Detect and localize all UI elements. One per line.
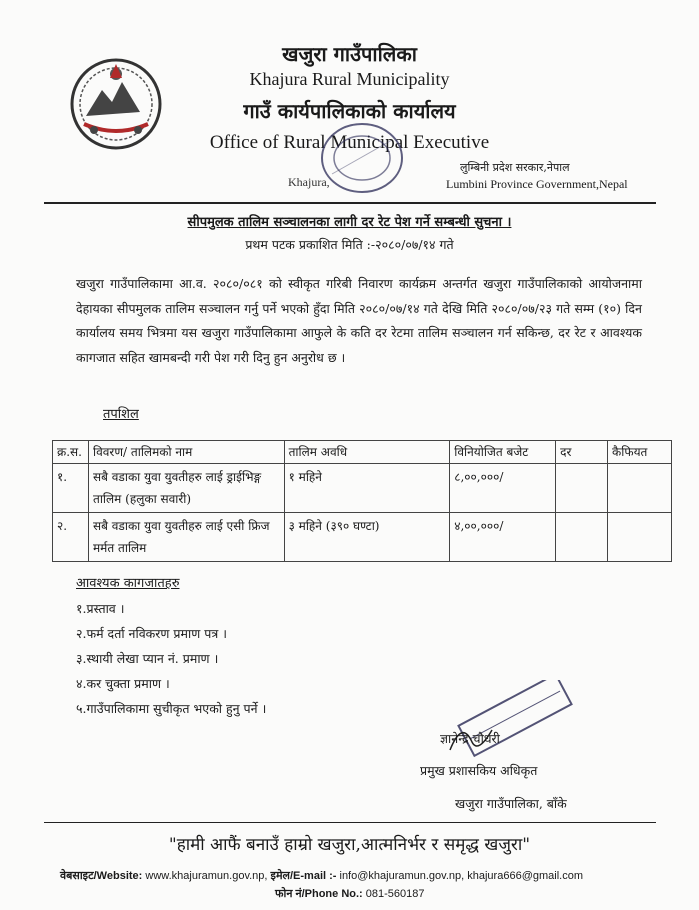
header-sn: क्र.स. [53,441,89,464]
table-header-row [53,441,672,464]
header-rate: दर [556,441,608,464]
header-budget: विनियोजित बजेट [450,441,556,464]
header-remarks: कैफियत [608,441,672,464]
header-description: विवरण/ तालिमको नाम [88,441,284,464]
table-row [53,513,672,562]
footer-divider [44,822,656,823]
province-nepali: लुम्बिनी प्रदेश सरकार,नेपाल [460,161,570,174]
list-item: ५.गाउँपालिकामा सुचीकृत भएको हुनु पर्ने । [76,701,267,716]
list-item: १.प्रस्ताव । [76,601,125,616]
header-divider [44,202,656,204]
schedule-table [52,440,672,562]
list-item: २.फर्म दर्ता नविकरण प्रमाण पत्र । [76,626,227,641]
cell-duration: ३ महिने (३९० घण्टा) [284,513,450,562]
contact-phone [275,886,425,901]
province-english: Lumbini Province Government,Nepal [446,177,628,191]
list-item: ३.स्थायी लेखा प्यान नं. प्रमाण । [76,651,219,666]
schedule-label: तपशिल [103,407,139,422]
email-link[interactable]: info@khajuramun.gov.np, khajura666@gmail.com [339,870,583,882]
office-stamp [318,118,406,198]
office-name-english: Office of Rural Municipal Executive [209,132,490,153]
cell-sn: २. [53,513,89,562]
cell-name: सबै वडाका युवा युवतीहरु लाई ड्राईभिङ्ग तालिम (हलुका सवारी) [88,464,284,513]
cell-budget: ८,००,०००/ [450,464,556,513]
list-item: ४.कर चुक्ता प्रमाण । [76,676,170,691]
documents-heading: आवश्यक कागजातहरु [76,576,180,591]
website-link[interactable]: www.khajuramun.gov.np, [145,870,268,882]
address: Khajura, [288,175,330,189]
cell-name: सबै वडाका युवा युवतीहरु लाई एसी फ्रिज मर्मत तालिम [88,513,284,562]
office-name-nepali: गाउँ कार्यपालिकाको कार्यालय [243,99,456,123]
cell-rate [556,464,608,513]
signatory-name: ज्ञानेन्द्र चौधरी [440,731,500,746]
signature-stamp [442,680,582,760]
notice-title-text: सीपमुलक तालिम सञ्चालनका लागी दर रेट पेश गर्ने सम्बन्धी सुचना । [187,215,512,230]
documents-list [76,596,266,721]
signatory-title: प्रमुख प्रशासकिय अधिकृत [420,763,538,778]
cell-sn: १. [53,464,89,513]
contact-web-email [60,868,583,883]
cell-remarks [608,464,672,513]
table-row [53,464,672,513]
website-label: वेबसाइट/Website: [60,870,143,882]
motto: "हामी आफैं बनाउँ हाम्रो खजुरा,आत्मनिर्भर र समृद्ध खजुरा" [168,835,531,855]
phone-label: फोन नं/Phone No.: [275,888,363,900]
signatory-office: खजुरा गाउँपालिका, बाँके [455,796,567,811]
notice-body: खजुरा गाउँपालिकामा आ.व. २०८०/०८१ को स्वीकृत गरिबी निवारण कार्यक्रम अन्तर्गत खजुरा गाउँपालिकाको आयोजनामा देहायका सीपमुलक तालिम सञ्चालन गर्नु पर्ने भएको हुँदा मिति २०८०/०७/१४ गते देखि मिति २०८०/०७/२३ गते सम्म (१०) दिन कार्यालय समय भित्रमा यस खजुरा गाउँपालिकामा आफुले के कति दर रेटमा तालिम सञ्चालन गर्न सकिन्छ, दर रेट र आवश्यक कागजात सहित खामबन्दी गरी पेश गरी दिनु हुन अनुरोध छ । [76,276,642,365]
cell-remarks [608,513,672,562]
org-name-english: Khajura Rural Municipality [249,69,450,89]
cell-duration: १ महिने [284,464,450,513]
notice-title [0,212,699,230]
cell-rate [556,513,608,562]
phone-number: 081-560187 [365,888,425,900]
org-name-nepali: खजुरा गाउँपालिका [282,42,417,66]
publish-date: प्रथम पटक प्रकाशित मिति :-२०८०/०७/१४ गते [245,237,454,252]
header-duration: तालिम अवधि [284,441,450,464]
cell-budget: ४,००,०००/ [450,513,556,562]
email-label: इमेल/E-mail :- [270,870,337,882]
